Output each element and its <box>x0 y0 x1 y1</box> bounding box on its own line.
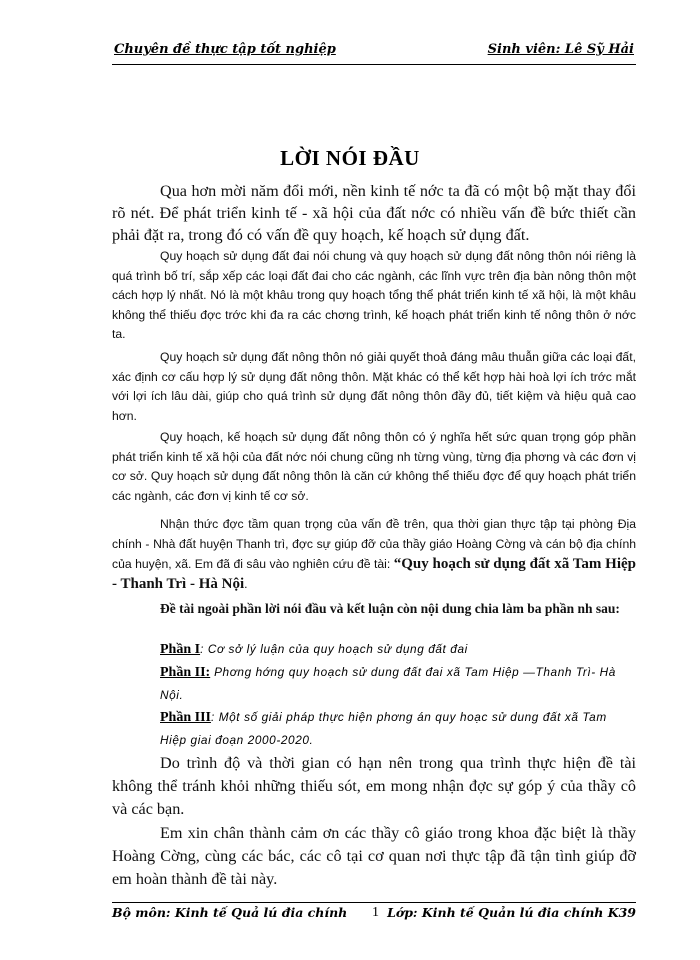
page-footer <box>112 905 636 925</box>
paragraph-planning-significance: Quy hoạch, kế hoạch sử dụng đất nông thôn có ý nghĩa hết sức quan trọng góp phần phát triển kinh tế xã hội của đất nớc nói chung cũng nh từng vùng, từng địa phơng và các đơn vị cơ sở. Quy hoạch sử dụng đất nông thôn là căn cứ không thể thiếu đợc để quy hoạch phát triển các ngành, các đơn vị kinh tế cơ sở. <box>112 430 636 503</box>
part-2-label: Phần II: <box>160 665 211 680</box>
research-topic-end: . <box>244 577 248 591</box>
list-item-part-3 <box>160 706 636 751</box>
paragraph-thanks: Em xin chân thành cảm ơn các thầy cô giáo trong khoa đặc biệt là thầy Hoàng Cờng, cùng các bác, các cô tại cơ quan nơi thực tập đã tận tình giúp đỡ em hoàn thành đề tài này. <box>112 824 636 888</box>
paragraph-structure: Đề tài ngoài phần lời nói đầu và kết luận còn nội dung chia làm ba phần nh sau: <box>160 601 620 616</box>
footer-right-text: Lớp: Kinh tế Quản lú đia chính K39 <box>387 905 636 920</box>
page-title: LỜI NÓI ĐẦU <box>280 146 420 170</box>
paragraph-research-topic <box>112 514 636 594</box>
footer-rule <box>112 902 636 903</box>
part-1-label: Phần I <box>160 642 201 657</box>
header-right-text: Sinh viên: Lê Sỹ Hải <box>487 42 634 57</box>
footer-left-text: Bộ môn: Kinh tế Quả lú đia chính <box>112 905 348 920</box>
part-2-text: Phơng hớng quy hoạch sử dung đất đai xã Tam Hiệp —Thanh Trì- Hà Nội. <box>160 665 616 702</box>
header-rule <box>112 64 636 65</box>
header-left-text: Chuyên đề thực tập tốt nghiệp <box>114 42 336 57</box>
list-item-part-2 <box>160 661 636 706</box>
page-header <box>112 42 636 62</box>
part-3-label: Phần III <box>160 710 211 725</box>
page-number: 1 <box>372 905 379 920</box>
list-item-part-1 <box>160 638 636 661</box>
research-topic-title: “Quy hoạch sử dụng đất xã Tam Hiệp - Thanh Trì - Hà Nội <box>112 556 636 592</box>
research-topic-lead: Nhận thức đợc tầm quan trọng của vấn đề trên, qua thời gian thực tập tại phòng Địa chính - Nhà đất huyện Thanh trì, đợc sự giúp đỡ của thầy giáo Hoàng Cờng và cán bộ địa chính của huyện, xã. Em đã đi sâu vào nghiên cứu đề tài: <box>112 517 636 571</box>
paragraph-apology: Do trình độ và thời gian có hạn nên trong qua trình thực hiện đề tài không thể tránh khỏi những thiếu sót, em mong nhận đợc sự góp ý của thầy cô và các bạn. <box>112 754 636 818</box>
paragraph-intro: Qua hơn mời năm đổi mới, nền kinh tế nớc ta đã có một bộ mặt thay đổi rõ nét. Để phát triển kinh tế - xã hội của đất nớc có nhiều vấn đề bức thiết cần phải đặt ra, trong đó có vấn đề quy hoạch, kế hoạch sử dụng đất. <box>112 182 636 244</box>
part-1-text: : Cơ sở lý luận của quy hoạch sử dụng đất đai <box>200 642 468 656</box>
paragraph-planning-definition: Quy hoạch sử dụng đất đai nói chung và quy hoạch sử dụng đất nông thôn nói riêng là quá trình bố trí, sắp xếp các loại đất đai cho các ngành, các lĩnh vực trên địa bàn nông thôn một cách hợp lý nhất. Nó là một khâu trong quy hoạch tổng thể phát triển kinh tế xã hội, là một khâu không thể thiếu đợc trớc khi đa ra các chơng trình, kế hoạch phát triển kinh tế nông thôn ở nớc ta. <box>112 249 636 341</box>
paragraph-planning-benefits: Quy hoạch sử dụng đất nông thôn nó giải quyết thoả đáng mâu thuẫn giữa các loại đất, xác định cơ cấu hợp lý sử dụng đất nông thôn. Mặt khác có thể kết hợp hài hoà lợi ích trớc mắt với lợi ích lâu dài, giúp cho quá trình sử dụng đất nông thôn đầy đủ, tiết kiệm và hiệu quả cao hơn. <box>112 350 636 423</box>
part-3-text: : Một số giải pháp thực hiện phơng án quy hoạc sử dung đất xã Tam Hiệp giai đoạn 2000-2020. <box>160 710 607 747</box>
